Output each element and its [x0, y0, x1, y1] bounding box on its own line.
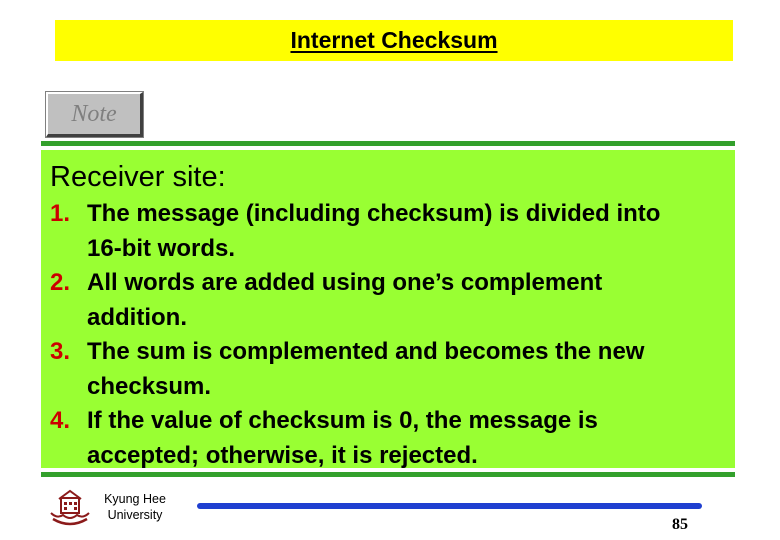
list-item — [50, 404, 687, 473]
title-bar — [55, 20, 733, 61]
university-line-1: Kyung Hee — [104, 492, 166, 506]
step-number: 1. — [50, 200, 71, 227]
step-number: 4. — [50, 407, 71, 434]
step-number: 2. — [50, 269, 71, 296]
content-heading: Receiver site: — [50, 161, 226, 193]
bottom-divider — [41, 472, 735, 477]
list-item — [50, 266, 687, 335]
university-name — [92, 491, 178, 523]
page-number: 85 — [672, 516, 688, 533]
slide-title: Internet Checksum — [290, 27, 498, 53]
step-text: If the value of checksum is 0, the message is accepted; otherwise, it is rejected. — [87, 407, 598, 469]
note-label: Note — [71, 101, 117, 127]
note-button[interactable] — [46, 92, 143, 137]
top-divider — [41, 141, 735, 146]
step-number: 3. — [50, 338, 71, 365]
step-text: The message (including checksum) is divided into 16-bit words. — [87, 200, 661, 262]
footer-divider — [197, 503, 702, 509]
list-item — [50, 197, 687, 266]
university-seal-icon — [49, 489, 91, 527]
steps-list — [50, 197, 687, 473]
list-item — [50, 335, 687, 404]
university-line-2: University — [107, 508, 163, 522]
step-text: The sum is complemented and becomes the new checksum. — [87, 338, 645, 400]
note-content — [41, 150, 735, 468]
step-text: All words are added using one’s complement addition. — [87, 269, 603, 331]
